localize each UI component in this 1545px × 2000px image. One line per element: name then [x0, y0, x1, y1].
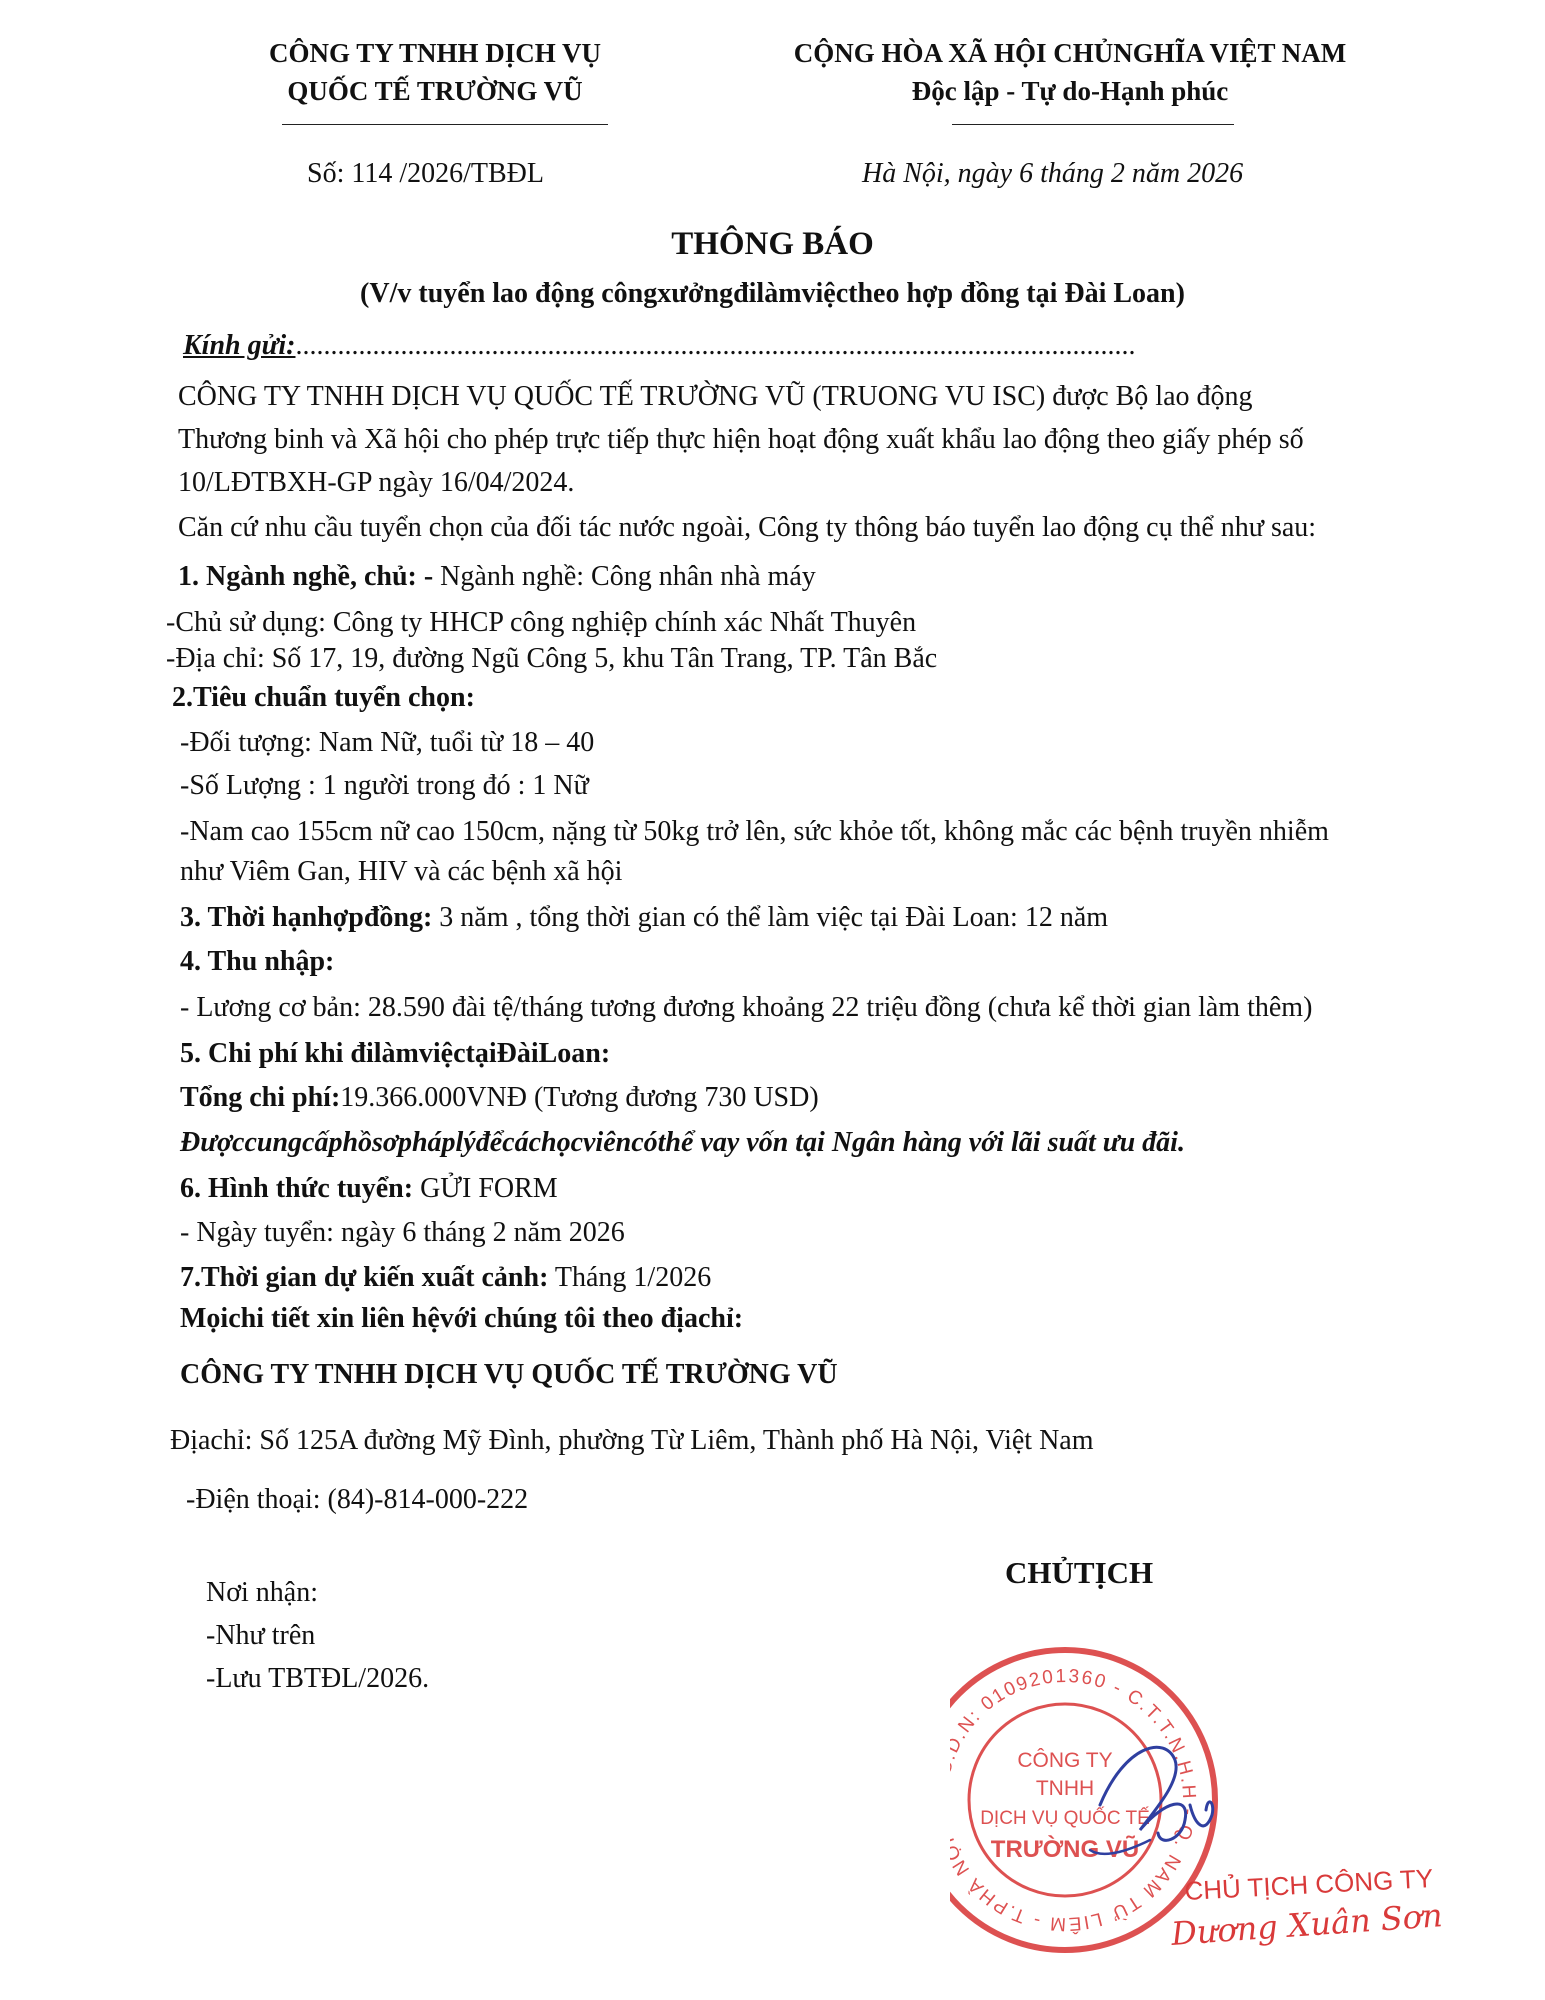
section-6-value: GỬI FORM: [413, 1173, 558, 1204]
recipients-item-2: -Lưu TBTĐL/2026.: [206, 1663, 430, 1694]
section-6-date: - Ngày tuyển: ngày 6 tháng 2 năm 2026: [180, 1217, 625, 1248]
section-1-heading: [178, 561, 816, 593]
stamp-line-2: TNHH: [1035, 1777, 1095, 1800]
section-5-title: 5. Chi phí khi đilàmviệctạiĐàiLoan:: [180, 1038, 611, 1069]
stamp-graphic: [950, 1595, 1490, 1955]
contact-address: Địachỉ: Số 125A đường Mỹ Đình, phường Từ Liêm, Thành phố Hà Nội, Việt Nam: [170, 1425, 1094, 1456]
section-3-title: 3. Thời hạnhợpđồng:: [180, 902, 433, 933]
section-4-salary: - Lương cơ bản: 28.590 đài tệ/tháng tương đương khoảng 22 triệu đồng (chưa kể thời gian làm thêm): [180, 992, 1313, 1023]
section-2-target: -Đối tượng: Nam Nữ, tuổi từ 18 – 40: [180, 727, 595, 758]
signer-title: CHỦ TỊCH CÔNG TY: [1183, 1863, 1434, 1906]
stamp-line-1: CÔNG TY: [1017, 1749, 1113, 1772]
salutation: [183, 330, 1135, 362]
intro-line-4: Căn cứ nhu cầu tuyển chọn của đối tác nước ngoài, Công ty thông báo tuyển lao động cụ thể như sau:: [178, 512, 1317, 543]
document-subject: (V/v tuyển lao động côngxưởngđilàmviệctheo hợp đồng tại Đài Loan): [360, 278, 1185, 309]
stamp-line-4: TRƯỜNG VŨ: [990, 1836, 1140, 1863]
intro-line-3: 10/LĐTBXH-GP ngày 16/04/2024.: [178, 467, 575, 498]
document-number: Số: 114 /2026/TBĐL: [307, 158, 544, 189]
section-1-title: 1. Ngành nghề, chủ: -: [178, 561, 434, 592]
section-5-loan: Đượccungcấphồsơpháplýđểcáchọcviêncóthể vay vốn tại Ngân hàng với lãi suất ưu đãi.: [180, 1127, 1185, 1158]
section-5-total-value: 19.366.000VNĐ (Tương đương 730 USD): [340, 1082, 819, 1113]
section-2-quantity: -Số Lượng : 1 người trong đó : 1 Nữ: [180, 770, 589, 801]
intro-line-1: CÔNG TY TNHH DỊCH VỤ QUỐC TẾ TRƯỜNG VŨ (TRUONG VU ISC) được Bộ lao động: [178, 381, 1253, 412]
section-2-title: 2.Tiêu chuẩn tuyển chọn:: [172, 682, 475, 713]
section-2-health-2: như Viêm Gan, HIV và các bệnh xã hội: [180, 856, 623, 887]
company-stamp-and-signature: [950, 1595, 1490, 1955]
signer-name: Dương Xuân Sơn: [1169, 1896, 1444, 1953]
org-name-line2: QUỐC TẾ TRƯỜNG VŨ: [287, 76, 583, 106]
section-1-address: -Địa chỉ: Số 17, 19, đường Ngũ Công 5, khu Tân Trang, TP. Tân Bắc: [166, 643, 938, 674]
recipients-label: Nơi nhận:: [206, 1577, 319, 1608]
recipients-item-1: -Như trên: [206, 1620, 316, 1651]
stamp-ring-textpath: .N: 0109201360 - C.T.T.N.H.H - Q. NAM TỪ LIÊM - T.PHÀ N: [950, 1665, 1200, 1935]
salutation-label: Kính gửi:: [183, 330, 296, 361]
nation-motto-line2: Độc lập - Tự do-Hạnh phúc: [911, 76, 1229, 106]
section-5-total-label: Tổng chi phí:: [180, 1082, 341, 1113]
section-2-health-1: -Nam cao 155cm nữ cao 150cm, nặng từ 50kg trở lên, sức khỏe tốt, không mắc các bệnh truyền nhiễm: [180, 816, 1329, 847]
place-date: Hà Nội, ngày 6 tháng 2 năm 2026: [862, 158, 1244, 189]
signature-title: CHỦTỊCH: [1005, 1555, 1154, 1590]
section-1-employer: -Chủ sử dụng: Công ty HHCP công nghiệp chính xác Nhất Thuyên: [166, 607, 917, 638]
salutation-dots: ........................................................................................................................: [295, 330, 1136, 361]
nation-motto-line1: CỘNG HÒA XÃ HỘI CHỦNGHĨA VIỆT NAM: [793, 38, 1347, 68]
document-title: THÔNG BÁO: [671, 226, 874, 262]
section-4-title: 4. Thu nhập:: [180, 946, 335, 977]
stamp-line-3: DỊCH VỤ QUỐC TẾ: [980, 1808, 1150, 1829]
contact-company: CÔNG TY TNHH DỊCH VỤ QUỐC TẾ TRƯỜNG VŨ: [180, 1359, 838, 1390]
contact-intro: Mọichi tiết xin liên hệvới chúng tôi theo địachỉ:: [180, 1303, 744, 1334]
section-7-line: [180, 1262, 711, 1294]
seal-icon: [950, 1650, 1215, 1950]
section-1-value: Ngành nghề: Công nhân nhà máy: [433, 561, 816, 592]
contact-phone: -Điện thoại: (84)-814-000-222: [186, 1484, 529, 1515]
section-6-line: [180, 1173, 558, 1205]
section-6-title: 6. Hình thức tuyển:: [180, 1173, 414, 1204]
section-3-line: [180, 902, 1108, 934]
motto-underline: [952, 124, 1234, 125]
org-underline: [282, 124, 608, 125]
section-7-value: Tháng 1/2026: [548, 1262, 712, 1293]
org-name-line1: CÔNG TY TNHH DỊCH VỤ: [268, 38, 602, 68]
intro-line-2: Thương binh và Xã hội cho phép trực tiếp thực hiện hoạt động xuất khẩu lao động theo giấy phép số: [178, 424, 1304, 455]
section-7-title: 7.Thời gian dự kiến xuất cảnh:: [180, 1262, 549, 1293]
section-3-value: 3 năm , tổng thời gian có thể làm việc tại Đài Loan: 12 năm: [432, 902, 1109, 933]
section-5-total: [180, 1082, 819, 1114]
